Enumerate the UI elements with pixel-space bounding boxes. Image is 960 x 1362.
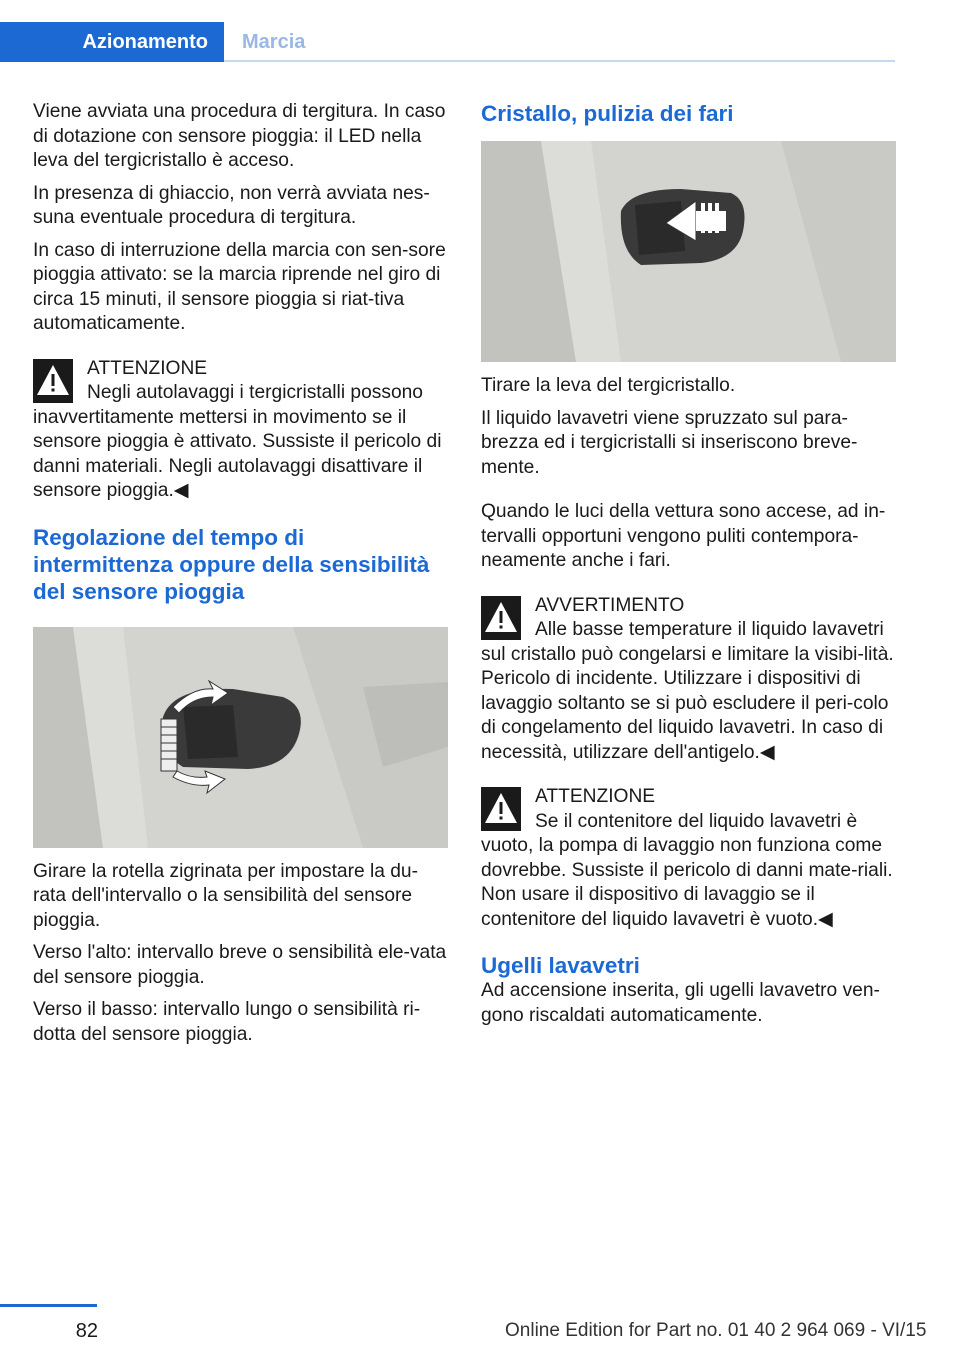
left-column (33, 100, 448, 1055)
edition-text: Online Edition for Part no. 01 40 2 964 069 - VI/15 (505, 1320, 927, 1341)
warning-text: Alle basse temperature il liquido lavavetri (535, 619, 884, 640)
warning-text: inavvertitamente mettersi in movimento se il sensore pioggia è attivato. Sussiste il pericolo di danni materiali. Negli autolavaggi disattivare il sensore pioggia.◀ (33, 406, 442, 501)
warning-triangle-icon (481, 596, 521, 640)
page-header (0, 0, 895, 62)
paragraph: Quando le luci della vettura sono accese, ad in‐tervalli opportuni vengono puliti contempora‐neamente anche i fari. (481, 501, 886, 571)
warning-box (481, 785, 896, 932)
warning-text: Se il contenitore del liquido lavavetri è (535, 810, 858, 832)
warning-text: vuoto, la pompa di lavaggio non funziona come dovrebbe. Sussiste il pericolo di danni mate‐riali. Non usare il dispositivo di lavaggio se il contenitore del liquido lavavetri è vuoto.◀ (481, 835, 893, 930)
warning-box (33, 357, 448, 504)
warning-title: AVVERTIMENTO (535, 594, 685, 616)
section-heading: Cristallo, pulizia dei fari (481, 101, 734, 126)
subsection-heading: Ugelli lavavetri (481, 953, 640, 978)
paragraph: In caso di interruzione della marcia con sen‐sore pioggia attivato: se la marcia riprende nel giro di circa 15 minuti, il sensore pioggia si riat‐tiva automaticamente. (33, 239, 446, 334)
paragraph: Tirare la leva del tergicristallo. (481, 375, 736, 396)
wiper-knurled-wheel-image (33, 627, 448, 848)
paragraph: Girare la rotella zigrinata per impostare la du‐rata dell'intervallo o la sensibilità del sensore pioggia. (33, 860, 418, 931)
paragraph: Il liquido lavavetri viene spruzzato sul para‐brezza ed i tergicristalli si inseriscono breve‐mente. (481, 407, 858, 478)
wiper-lever-pull-image (481, 141, 896, 362)
paragraph: In presenza di ghiaccio, non verrà avviata nes‐suna eventuale procedura di tergitura. (33, 182, 430, 228)
warning-box (481, 594, 896, 766)
warning-triangle-icon (33, 359, 73, 403)
paragraph: Verso il basso: intervallo lungo o sensibilità ri‐dotta del sensore pioggia. (33, 999, 421, 1045)
footer-divider (0, 1304, 97, 1307)
section-heading: Regolazione del tempo di intermittenza oppure della sensibilità del sensore pioggia (33, 524, 430, 604)
warning-title: ATTENZIONE (535, 786, 656, 807)
warning-text: Negli autolavaggi i tergicristalli possono (87, 382, 423, 403)
warning-triangle-icon (481, 787, 521, 831)
right-column (481, 100, 896, 1036)
paragraph: Viene avviata una procedura di tergitura. In caso di dotazione con sensore pioggia: il LED nella leva del tergicristallo è acceso. (33, 101, 446, 171)
tab-marcia[interactable]: Marcia (224, 22, 895, 62)
warning-title: ATTENZIONE (87, 357, 208, 379)
page-number: 82 (75, 1320, 98, 1342)
paragraph: Verso l'alto: intervallo breve o sensibilità ele‐vata del sensore pioggia. (33, 942, 447, 988)
header-divider (224, 60, 895, 62)
warning-text: sul cristallo può congelarsi e limitare la visibi‐lità. Pericolo di incidente. Utilizzare i dispositivi di lavaggio soltanto se si può escludere il peri‐colo di congelamento del liquido lavavetri. In caso di necessità, utilizzare dell'antigelo.◀ (481, 643, 894, 763)
tab-azionamento[interactable]: Azionamento (0, 22, 224, 62)
paragraph: Ad accensione inserita, gli ugelli lavavetro ven‐gono riscaldati automaticamente. (481, 980, 880, 1026)
